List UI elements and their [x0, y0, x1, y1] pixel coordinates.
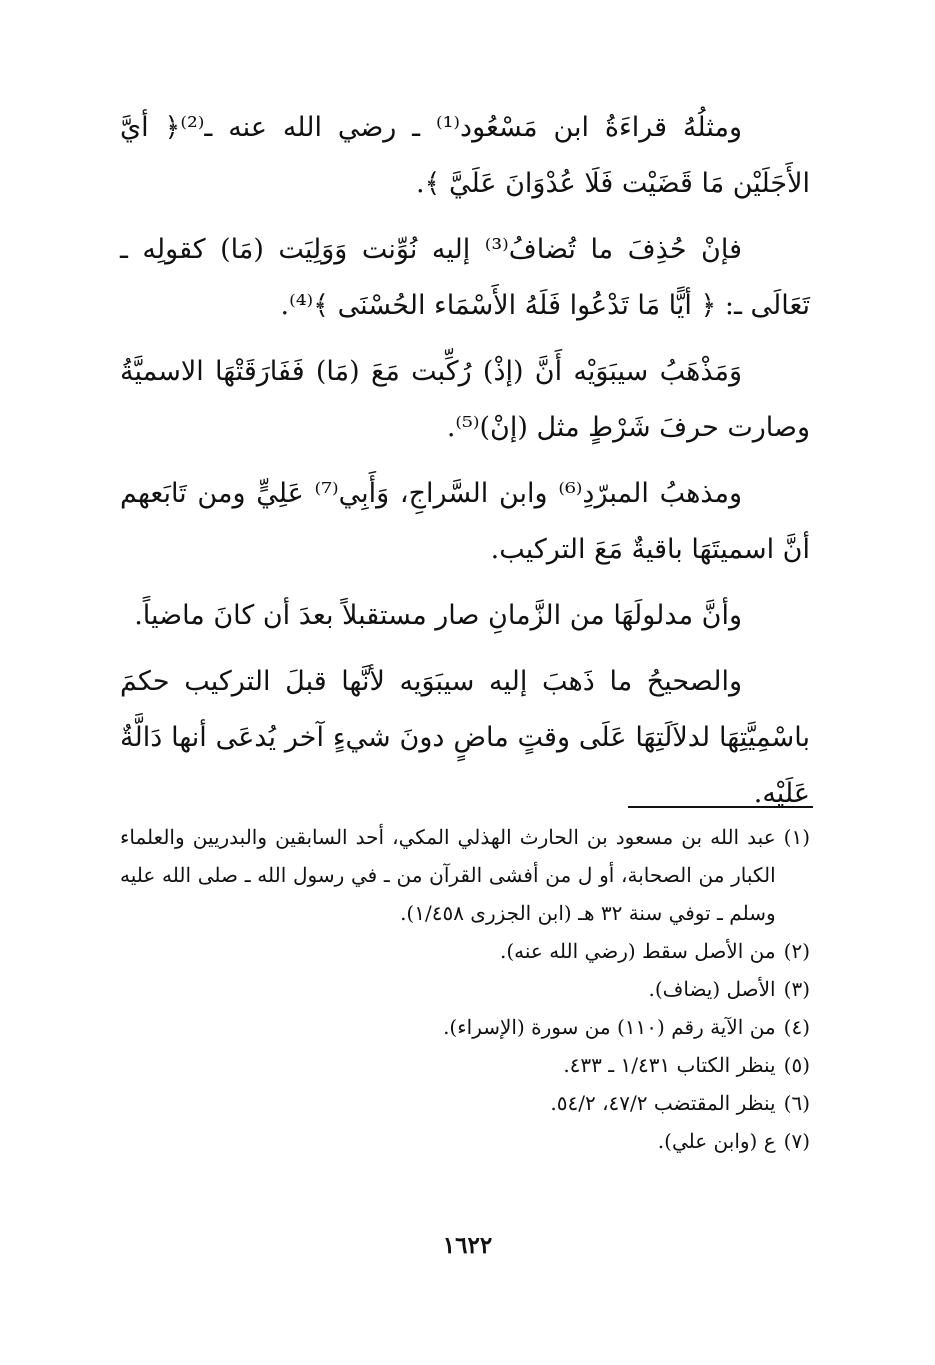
- footnote-text: من الآية رقم (١١٠) من سورة (الإسراء).: [443, 1015, 776, 1039]
- footnote-text: ع (وابن علي).: [657, 1129, 776, 1153]
- paragraph-6: والصحيحُ ما ذَهبَ إليه سيبَوَيه لأنَّها قبلَ التركيب حكمَ باسْمِيَّتِهَا لدلاَلَتِهَا عَلَى وقتٍ ماضٍ دونَ شيءٍ آخر يُدعَى أنها دَالَّةٌ عَلَيْه.: [120, 666, 810, 809]
- footnote-6: [120, 1084, 810, 1122]
- footnote-4: [120, 1008, 810, 1046]
- footnote-text: من الأصل سقط (رضي الله عنه).: [499, 939, 776, 963]
- paragraph-2: فإنْ حُذِفَ ما تُضافُ⁽³⁾ إليه نُوِّنت وَوَلِيَت (مَا) كقولِه ـ تَعَالَى ـ: ﴿ أيًّا مَا تَدْعُوا فَلَهُ الأَسْمَاء الحُسْنَى ﴾⁽⁴⁾.: [120, 234, 810, 321]
- footnote-number: (٦): [783, 1091, 810, 1115]
- footnote-number: (٥): [783, 1053, 810, 1077]
- footnotes: [120, 818, 810, 1160]
- footnote-2: [120, 932, 810, 970]
- footnote-number: (١): [783, 825, 810, 849]
- footnote-5: [120, 1046, 810, 1084]
- footnote-text: ينظر الكتاب ١/٤٣١ ـ ٤٣٣.: [563, 1053, 776, 1077]
- footnote-3: [120, 970, 810, 1008]
- paragraph-3: وَمَذْهَبُ سيبَوَيْه أَنَّ (إذْ) رُكِّبت مَعَ (مَا) فَفَارَقَتْهَا الاسميَّةُ وصارت حرفَ شَرْطٍ مثل (إنْ)⁽⁵⁾.: [120, 356, 810, 443]
- main-text: [120, 100, 810, 832]
- paragraph-5: وأنَّ مدلولَهَا من الزَّمانِ صار مستقبلاً بعدَ أن كانَ ماضياً.: [134, 600, 742, 631]
- footnote-text: عبد الله بن مسعود بن الحارث الهذلي المكي، أحد السابقين والبدريين والعلماء الكبار من الصحابة، أو ل من أفشى القرآن من ـ في رسول الله ـ صلى الله عليه وسلم ـ توفي سنة ٣٢ هـ (ابن الجزرى ١/٤٥٨).: [120, 825, 776, 925]
- page-number: ١٦٢٢: [442, 1232, 493, 1259]
- footnote-1: [120, 818, 810, 932]
- footnote-number: (٧): [783, 1129, 810, 1153]
- footnote-number: (٣): [783, 977, 810, 1001]
- footnote-number: (٢): [783, 939, 810, 963]
- footnote-text: الأصل (يضاف).: [648, 977, 776, 1001]
- footnote-number: (٤): [783, 1015, 810, 1039]
- footnote-7: [120, 1122, 810, 1160]
- paragraph-1: ومثلُهُ قراءَةُ ابن مَسْعُود⁽¹⁾ ـ رضي الله عنه ـ⁽²⁾﴿ أيَّ الأَجَلَيْن مَا قَضَيْت فَلَا عُدْوَانَ عَلَيَّ ﴾.: [120, 112, 810, 199]
- footnote-divider: [628, 806, 813, 808]
- footnote-text: ينظر المقتضب ٤٧/٢، ٥٤/٢.: [550, 1091, 776, 1115]
- paragraph-4: ومذهبُ المبرّدِ⁽⁶⁾ وابن السَّراجِ، وَأَبِي⁽⁷⁾ عَلِيٍّ ومن تَابَعهم أنَّ اسميتَهَا باقيةٌ مَعَ التركيب.: [120, 478, 810, 565]
